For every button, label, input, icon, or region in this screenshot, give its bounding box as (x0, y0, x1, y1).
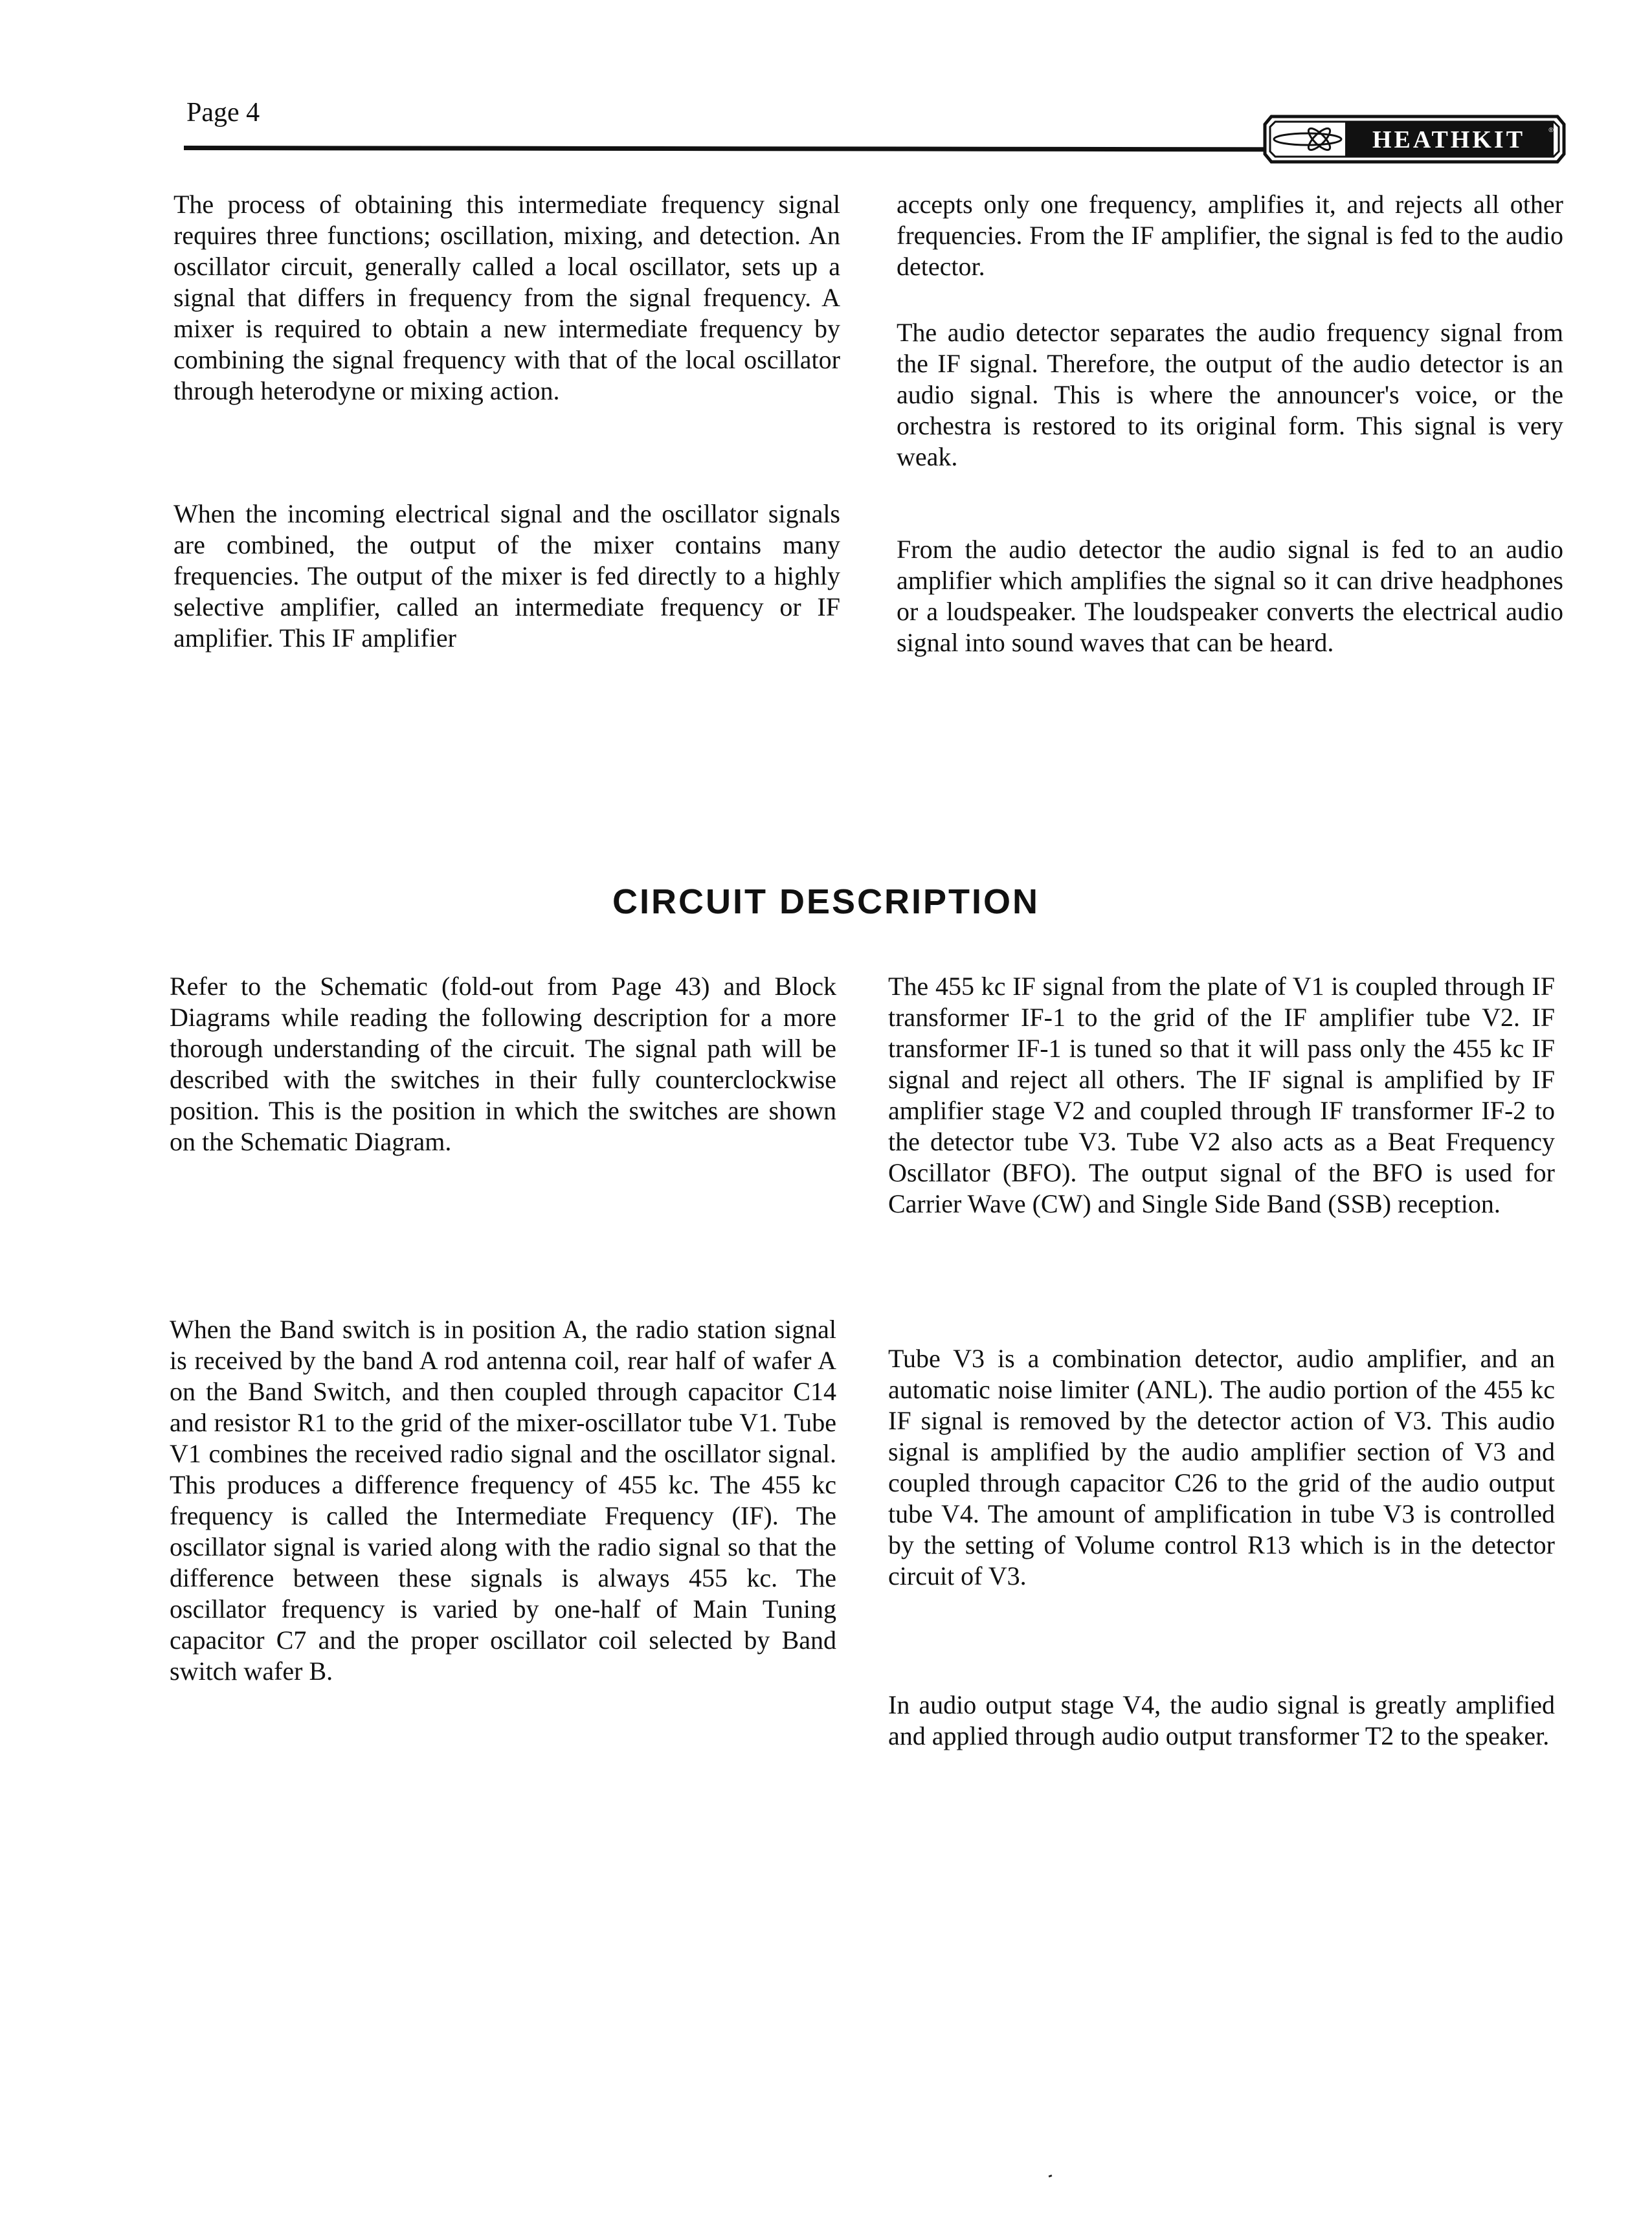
header-rule (184, 146, 1297, 151)
intro-paragraph (897, 534, 1563, 658)
circuit-paragraph (170, 971, 836, 1157)
paragraph-text: In audio output stage V4, the audio signal is greatly amplified and applied through audio output transformer T2 to the speaker. (888, 1690, 1555, 1750)
circuit-paragraph (888, 1690, 1555, 1752)
paragraph-text: The 455 kc IF signal from the plate of V1 is coupled through IF transformer IF-1 to the grid of the IF amplifier tube V2. IF transformer IF-1 is tuned so that it will pass only the 455 kc IF signal and reject all others. The IF signal is amplified by IF amplifier stage V2 and coupled through IF transformer IF-2 to the detector tube V3. Tube V2 also acts as a Beat Frequency Oscillator (BFO). The output signal of the BFO is used for Carrier Wave (CW) and Single Side Band (SSB) reception. (888, 972, 1555, 1218)
circuit-paragraph (170, 1314, 836, 1687)
page-number: Page 4 (186, 98, 260, 128)
intro-paragraph (897, 317, 1563, 473)
paragraph-text: When the Band switch is in position A, the radio station signal is received by the band A rod antenna coil, rear half of wafer A on the Band Switch, and then coupled through capacitor C14 and resistor R1 to the grid of the mixer-oscillator tube V1. Tube V1 combines the received radio signal and the oscillator signal. This produces a difference frequency of 455 kc. The 455 kc frequency is called the Intermediate Frequency (IF). The oscillator signal is varied along with the radio signal so that the difference between these signals is always 455 kc. The oscillator frequency is varied by one-half of Main Tuning capacitor C7 and the proper oscillator coil selected by Band switch wafer B. (170, 1315, 836, 1686)
heathkit-logo-graphic (1262, 114, 1567, 164)
intro-paragraph (897, 189, 1563, 282)
paragraph-text: Refer to the Schematic (fold-out from Page 43) and Block Diagrams while reading the following description for a more thorough understanding of the circuit. The signal path will be described with the switches in their fully counterclockwise position. This is the position in which the switches are shown on the Schematic Diagram. (170, 972, 836, 1156)
scan-speck (1049, 2174, 1053, 2178)
paragraph-text: From the audio detector the audio signal is fed to an audio amplifier which amplifies the signal so it can drive headphones or a loudspeaker. The loudspeaker converts the electrical audio signal into sound waves that can be heard. (897, 535, 1563, 657)
paragraph-text: The audio detector separates the audio frequency signal from the IF signal. Therefore, the output of the audio detector is an audio signal. This is where the announcer's voice, or the orchestra is restored to its original form. This signal is very weak. (897, 318, 1563, 471)
brand-name: HEATHKIT (1372, 126, 1526, 153)
paragraph-text: The process of obtaining this intermediate frequency signal requires three functions; oscillation, mixing, and detection. An oscillator circuit, generally called a local oscillator, sets up a signal that differs in frequency from the signal frequency. A mixer is required to obtain a new intermediate frequency by combining the signal frequency with that of the local oscillator through heterodyne or mixing action. (173, 190, 840, 405)
circuit-paragraph (888, 1343, 1555, 1592)
registered-mark: ® (1548, 127, 1554, 134)
intro-paragraph (173, 189, 840, 407)
circuit-paragraph (888, 971, 1555, 1220)
paragraph-text: Tube V3 is a combination detector, audio amplifier, and an automatic noise limiter (ANL). The audio portion of the 455 kc IF signal is removed by the detector action of V3. This audio signal is amplified by the audio amplifier section of V3 and coupled through capacitor C26 to the grid of the audio output tube V4. The amount of amplification in tube V3 is controlled by the setting of Volume control R13 which is in the detector circuit of V3. (888, 1344, 1555, 1590)
paragraph-text: When the incoming electrical signal and the oscillator signals are combined, the output of the mixer contains many frequencies. The output of the mixer is fed directly to a highly selective amplifier, called an intermediate frequency or IF amplifier. This IF amplifier (173, 499, 840, 653)
heathkit-logo (1262, 114, 1567, 164)
paragraph-text: accepts only one frequency, amplifies it, and rejects all other frequencies. From the IF amplifier, the signal is fed to the audio detector. (897, 190, 1563, 281)
section-heading: CIRCUIT DESCRIPTION (612, 882, 1040, 921)
intro-paragraph (173, 498, 840, 654)
